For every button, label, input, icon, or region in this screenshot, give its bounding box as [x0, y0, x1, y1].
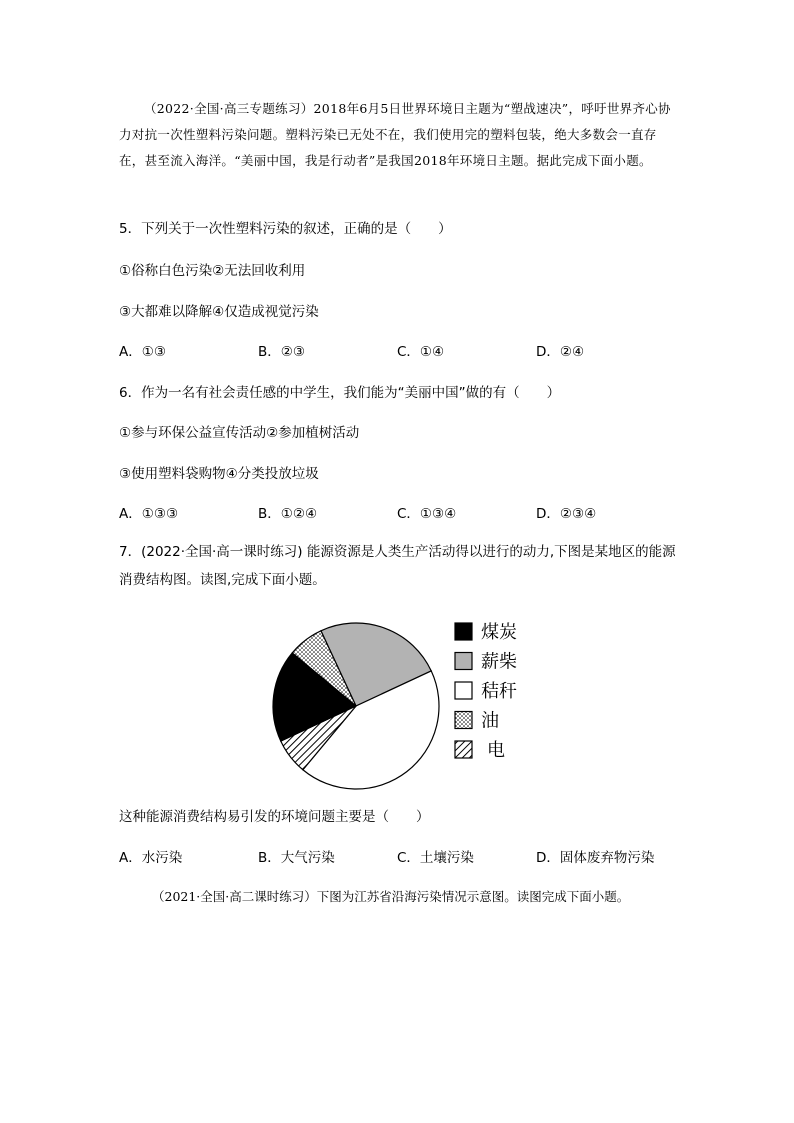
legend-swatch-1	[455, 653, 472, 670]
q6-option-d[interactable]: D．②③④	[536, 506, 597, 522]
q7-option-c[interactable]: C．土壤污染	[397, 850, 474, 866]
passage-intro-plastic: （2022·全国·高三专题练习）2018年6月5日世界环境日主题为“塑战速决”，呼吁世界齐心协力对抗一次性塑料污染问题。塑料污染已无处不在，我们使用完的塑料包装，绝大多数会一直存在，甚至流入海洋。“美丽中国，我是行动者”是我国2018年环境日主题。据此完成下面小题。	[119, 101, 671, 168]
q6-option-a[interactable]: A．①③③	[119, 506, 179, 522]
q6-statements-2: ③使用塑料袋购物④分类投放垃圾	[119, 466, 319, 482]
q6-stem: 6．作为一名有社会责任感的中学生，我们能为“美丽中国”做的有（ ）	[119, 385, 561, 401]
q6-option-c[interactable]: C．①③④	[397, 506, 457, 522]
legend-swatch-0	[455, 623, 472, 640]
q5-option-b[interactable]: B．②③	[258, 344, 305, 360]
legend-swatch-4	[455, 741, 472, 758]
q6-statements-1: ①参与环保公益宣传活动②参加植树活动	[119, 425, 360, 441]
legend-label-4: 电	[487, 740, 505, 761]
legend-label-0: 煤炭	[481, 622, 517, 643]
q7-stem: 7．(2022·全国·高一课时练习) 能源资源是人类生产活动得以进行的动力,下图是某地区的能源消费结构图。读图,完成下面小题。	[119, 544, 676, 588]
legend-swatch-3	[455, 712, 472, 729]
legend-swatch-2	[455, 682, 472, 699]
q7-option-b[interactable]: B．大气污染	[258, 850, 335, 866]
q5-option-d[interactable]: D．②④	[536, 344, 585, 360]
energy-consumption-pie-chart	[265, 615, 555, 790]
q7-option-d[interactable]: D．固体废弃物污染	[536, 850, 655, 866]
q7-question: 这种能源消费结构易引发的环境问题主要是（ ）	[119, 809, 430, 825]
legend-label-2: 秸秆	[481, 681, 517, 702]
legend-label-3: 油	[481, 710, 499, 732]
passage-intro-jiangsu: （2021·全国·高二课时练习）下图为江苏省沿海污染情况示意图。读图完成下面小题。	[152, 889, 630, 904]
q5-option-c[interactable]: C．①④	[397, 344, 445, 360]
q5-statements-1: ①俗称白色污染②无法回收利用	[119, 263, 306, 279]
q7-option-a[interactable]: A．水污染	[119, 850, 183, 866]
q5-stem: 5．下列关于一次性塑料污染的叙述，正确的是（ ）	[119, 221, 452, 237]
q6-option-b[interactable]: B．①②④	[258, 506, 318, 522]
legend-label-1: 薪柴	[481, 651, 517, 673]
q5-option-a[interactable]: A．①③	[119, 344, 166, 360]
q5-statements-2: ③大都难以降解④仅造成视觉污染	[119, 304, 319, 320]
